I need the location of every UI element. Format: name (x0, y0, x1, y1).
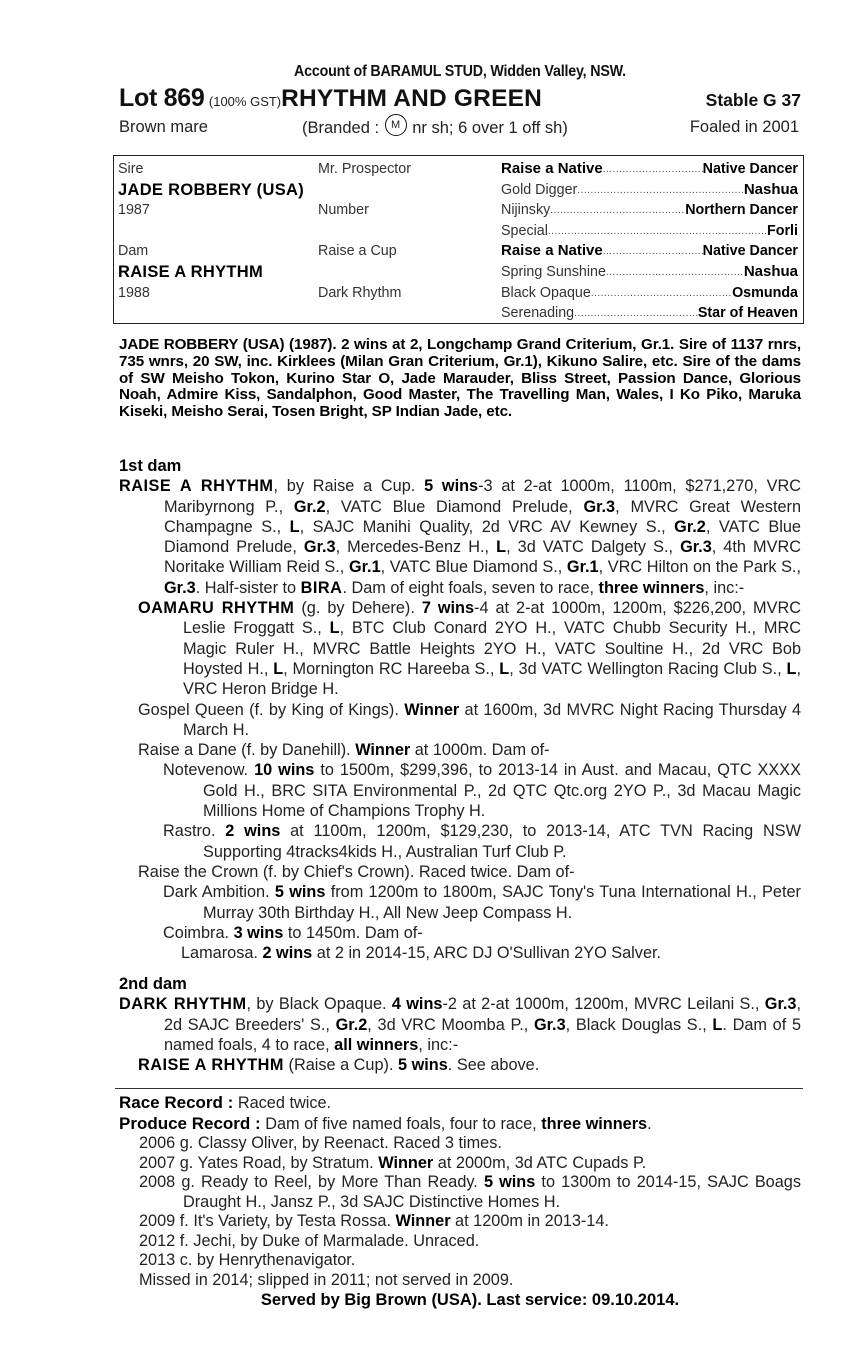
ancestor-sire: Osmunda (732, 284, 798, 301)
text: Notevenow. (163, 761, 255, 780)
ancestor-row (501, 262, 798, 283)
ancestor-row (501, 303, 798, 324)
wins: Winner (355, 741, 411, 760)
text: -3 at 2-at 1000m, 1100m, $271,270, VRC Maribyrnong P., (164, 477, 801, 516)
dam-name: RAISE A RHYTHM (118, 262, 264, 281)
foal-entry (119, 1154, 801, 1174)
sire-year: 1987 (118, 202, 150, 219)
dam-name: RAISE A RHYTHM (119, 477, 274, 496)
text: , BTC Club Conard 2YO H., VATC Chubb Security H., MRC Magic Ruler H., MVRC Battle Heights 2YO H., VATC Soultine H., 2d VRC Bob Hoysted H., (183, 619, 801, 678)
text: , by Black Opaque. (246, 995, 392, 1014)
progeny-raise-the-crown (119, 862, 801, 882)
dam-sire: Raise a Cup (318, 243, 397, 260)
progeny-name: RAISE A RHYTHM (138, 1056, 284, 1075)
text: at 2000m, 3d ATC Cupads P. (433, 1153, 647, 1172)
ancestor-sire: Star of Heaven (697, 305, 798, 322)
second-dam-heading: 2nd dam (119, 975, 187, 993)
text: 2006 g. Classy Oliver, by Reenact. Raced 3 times. (139, 1134, 502, 1152)
text: . Dam of 5 named foals, 4 to race, (164, 1015, 802, 1054)
brand-suffix: nr sh; 6 over 1 off sh) (412, 119, 568, 137)
leader-dots (577, 180, 744, 201)
pedigree-grandparents-column (318, 159, 488, 303)
lot-number: Lot 869 (119, 84, 205, 112)
progeny-notevenow (119, 760, 801, 821)
grade: L (712, 1015, 723, 1034)
first-dam-heading: 1st dam (119, 457, 182, 475)
grade: Gr.3 (303, 538, 336, 557)
text: . See above. (447, 1056, 540, 1075)
text: , Mornington RC Hareeba S., (283, 659, 500, 678)
text: Raise a Dane (f. by Danehill). (138, 741, 356, 760)
text: , 3d VATC Dalgety S., (506, 538, 681, 557)
text: , VATC Blue Diamond S., (380, 558, 567, 577)
leader-dots (550, 200, 685, 221)
horse-name: RHYTHM AND GREEN (281, 85, 543, 112)
wins: 7 wins (421, 599, 475, 618)
grade: Gr.2 (674, 517, 706, 536)
grade: L (786, 659, 797, 678)
text: at 1600m, 3d MVRC Night Racing Thursday 4 March H. (183, 700, 801, 739)
grade: Gr.3 (583, 497, 616, 516)
text: , inc:- (418, 1035, 459, 1054)
grade: L (289, 517, 300, 536)
leader-dots (574, 303, 698, 324)
text: , SAJC Manihi Quality, 2d VRC AV Kewney S., (299, 517, 675, 536)
brand-m-circle-icon: M (385, 114, 407, 136)
grade: Gr.1 (566, 558, 599, 577)
ancestor-sire: Native Dancer (702, 161, 798, 177)
leader-dots (606, 262, 744, 283)
text: at 1000m. Dam of- (410, 741, 550, 760)
grade: L (329, 619, 340, 638)
progeny-oamaru-rhythm (119, 598, 801, 699)
grade: Gr.3 (680, 538, 712, 557)
lot-title-row (119, 82, 801, 114)
text: , VATC Blue Diamond Prelude, (164, 517, 801, 557)
sire-dam: Number (318, 202, 369, 219)
wins: 5 wins (274, 883, 326, 902)
text: Dark Ambition. (163, 883, 275, 902)
text: Raise the Crown (f. by Chief's Crown). Raced twice. Dam of- (138, 862, 575, 881)
text: , VATC Blue Diamond Prelude, (325, 497, 584, 516)
progeny-coimbra (119, 923, 801, 943)
horse-description-row (119, 114, 801, 140)
progeny-name: OAMARU RHYTHM (138, 599, 295, 618)
sire-sire: Mr. Prospector (318, 161, 411, 177)
ancestor-row (501, 200, 798, 221)
winners-count: all winners (334, 1035, 419, 1054)
ancestor-name: Raise a Native (501, 242, 603, 260)
text: . Half-sister to (195, 578, 301, 597)
wins: 3 wins (233, 923, 284, 942)
foal-entry (119, 1251, 801, 1271)
foal-entry (119, 1134, 801, 1154)
foal-entry (119, 1212, 801, 1232)
ancestor-name: Spring Sunshine (501, 263, 606, 280)
text: from 1200m to 1800m, SAJC Tony's Tuna International H., Peter Murray 30th Birthday H., All New Jeep Compass H. (203, 883, 801, 922)
wins: 5 wins (483, 1173, 536, 1191)
text: , VRC Heron Bridge H. (183, 659, 801, 699)
records-section (119, 1093, 801, 1311)
pedigree-parents-column (118, 159, 318, 303)
text: at 2 in 2014-15, ARC DJ O'Sullivan 2YO Salver. (312, 944, 662, 963)
grade: Gr.3 (764, 995, 797, 1014)
records-divider (115, 1088, 803, 1089)
text: 2012 f. Jechi, by Duke of Marmalade. Unraced. (139, 1231, 480, 1250)
pedigree-ancestors-column (501, 159, 798, 324)
sire-summary: JADE ROBBERY (USA) (1987). 2 wins at 2, Longchamp Grand Criterium, Gr.1. Sire of 1137 rnrs, 735 wnrs, 20 SW, inc. Kirklees (Milan Gran Criterium, Gr.1), Kikuno Salire, etc. Sire of the dams of SW Meisho Tokon, Kurino Star O, Jade Marauder, Bliss Street, Passion Dance, Glorious Noah, Admire Kiss, Sandalphon, Good Master, The Travelling Man, Wales, I Ko Piko, Maruka Kiseki, Meisho Serai, Tosen Bright, SP Indian Jade, etc. (119, 336, 801, 421)
spacer (318, 180, 488, 201)
ancestor-name: Black Opaque (501, 284, 591, 301)
text: 2013 c. by Henrythenavigator. (139, 1251, 356, 1269)
text: . (647, 1114, 652, 1133)
ancestor-row (501, 241, 798, 262)
dam-name: DARK RHYTHM (119, 995, 247, 1014)
text: 2007 g. Yates Road, by Stratum. (139, 1153, 379, 1172)
text: -2 at 2-at 1000m, 1200m, MVRC Leilani S., (442, 995, 765, 1014)
text: , by Raise a Cup. (273, 477, 425, 496)
foal-entry (119, 1173, 801, 1212)
ancestor-name: Special (501, 222, 548, 239)
colour-sex: Brown mare (119, 118, 208, 136)
wins: 4 wins (391, 995, 443, 1014)
text: to 1300m to 2014-15, SAJC Boags Draught H., Jansz P., 3d SAJC Distinctive Homes H. (183, 1173, 801, 1211)
spacer (318, 221, 488, 242)
progeny-gospel-queen (119, 700, 801, 741)
text: (Raise a Cup). (284, 1056, 399, 1075)
text: , 3d VRC Moomba P., (367, 1015, 534, 1034)
ancestor-sire: Forli (767, 222, 798, 239)
text: Dam of five named foals, four to race, (260, 1114, 542, 1133)
text: , VRC Hilton on the Park S., (598, 558, 801, 577)
progeny-raise-a-rhythm (119, 1055, 801, 1075)
produce-record-label: Produce Record : (119, 1113, 261, 1133)
progeny-rastro (119, 821, 801, 862)
brand-description (302, 114, 568, 141)
brand-prefix: (Branded : (302, 119, 380, 137)
text: , inc:- (704, 578, 745, 597)
grade: Gr.2 (335, 1015, 368, 1034)
text: at 1200m in 2013-14. (450, 1212, 609, 1230)
winners-count: three winners (541, 1114, 648, 1133)
wins: Winner (404, 700, 460, 719)
dam-dam: Dark Rhythm (318, 284, 402, 301)
dam-label: Dam (118, 243, 149, 260)
text: , 4th MVRC Noritake William Reid S., (164, 538, 801, 577)
pedigree-table (113, 155, 804, 324)
text: 2009 f. It's Variety, by Testa Rossa. (139, 1212, 396, 1230)
service-history (119, 1271, 801, 1291)
ancestor-name: Gold Digger (501, 181, 578, 198)
ancestor-row (501, 283, 798, 304)
race-record-text: Raced twice. (233, 1094, 332, 1112)
spacer (318, 262, 488, 283)
dam-year: 1988 (118, 284, 150, 301)
second-dam-section (119, 974, 801, 1075)
leader-dots (603, 241, 703, 262)
gst-note: (100% GST) (208, 94, 282, 109)
text: at 1100m, 1200m, $129,230, to 2013-14, ATC TVN Racing NSW Supporting 4tracks4kids H., Australian Turf Club P. (203, 822, 801, 861)
ancestor-row (501, 180, 798, 201)
text: (g. by Dehere). (294, 599, 422, 618)
text: to 1500m, $299,396, to 2013-14 in Aust. and Macau, QTC XXXX Gold H., BRC SITA Environmental P., 2d QTC Qtc.org 2YO P., 3d Macau Magic Millions Home of Champions Trophy H. (203, 761, 801, 821)
progeny-raise-a-dane (119, 740, 801, 760)
ancestor-name: Serenading (501, 305, 575, 322)
wins: 5 wins (398, 1056, 448, 1075)
text: , Black Douglas S., (565, 1015, 713, 1034)
spacer (118, 221, 318, 242)
ancestor-sire: Native Dancer (702, 243, 798, 260)
grade: L (496, 538, 507, 557)
grade: Gr.3 (533, 1015, 566, 1034)
wins: 5 wins (424, 477, 479, 496)
text: . Dam of eight foals, seven to race, (342, 578, 599, 597)
wins: Winner (378, 1153, 434, 1172)
grade: L (273, 659, 284, 678)
ancestor-row (501, 221, 798, 242)
sire-label: Sire (118, 161, 144, 177)
ancestor-row (501, 159, 798, 180)
first-dam-entry (119, 476, 801, 598)
text: -4 at 2-at 1000m, 1200m, $226,200, MVRC Leslie Froggatt S., (183, 599, 801, 638)
race-record-label: Race Record : (119, 1093, 234, 1112)
text: , 2d SAJC Breeders' S., (164, 995, 801, 1034)
text: Coimbra. (163, 923, 234, 942)
wins: Winner (395, 1212, 451, 1230)
wins: 2 wins (262, 944, 313, 963)
ancestor-sire: Northern Dancer (685, 202, 798, 219)
text: , 3d VATC Wellington Racing Club S., (509, 659, 787, 678)
text: 2008 g. Ready to Reel, by More Than Ready. (139, 1173, 484, 1191)
ancestor-name: Raise a Native (501, 160, 603, 177)
sire-name: JADE ROBBERY (USA) (118, 180, 305, 199)
ancestor-sire: Nashua (743, 262, 798, 280)
winners-count: three winners (598, 578, 705, 597)
foal-entry (119, 1232, 801, 1252)
half-sister-name: BIRA (300, 578, 343, 597)
text: to 1450m. Dam of- (283, 923, 423, 942)
stable-location: Stable G 37 (705, 90, 801, 110)
foaled-year: Foaled in 2001 (689, 118, 799, 136)
progeny-dark-ambition (119, 882, 801, 923)
text: Missed in 2014; slipped in 2011; not served in 2009. (139, 1270, 514, 1289)
race-record (119, 1093, 801, 1114)
sale-catalogue-page (118, 62, 802, 1309)
grade: Gr.2 (293, 497, 326, 516)
grade: L (499, 659, 510, 678)
second-dam-entry (119, 994, 801, 1055)
wins: 10 wins (254, 761, 315, 780)
progeny-lamarosa (119, 943, 801, 963)
leader-dots (603, 159, 703, 180)
text: Gospel Queen (f. by King of Kings). (138, 700, 405, 719)
leader-dots (548, 221, 767, 242)
text: , Mercedes-Benz H., (335, 538, 497, 557)
ancestor-sire: Nashua (743, 180, 798, 198)
produce-record (119, 1114, 801, 1135)
wins: 2 wins (225, 822, 281, 841)
text: Rastro. (163, 822, 226, 841)
first-dam-section (119, 456, 801, 963)
leader-dots (591, 283, 732, 304)
vendor-account: Account of BARAMUL STUD, Widden Valley, NSW. (294, 63, 626, 80)
text: , MVRC Great Western Champagne S., (164, 497, 801, 536)
served-by: Served by Big Brown (USA). Last service: 09.10.2014. (260, 1291, 680, 1309)
text: Lamarosa. (181, 944, 263, 963)
grade: Gr.1 (348, 558, 381, 577)
ancestor-name: Nijinsky (501, 202, 551, 219)
grade: Gr.3 (164, 578, 196, 597)
